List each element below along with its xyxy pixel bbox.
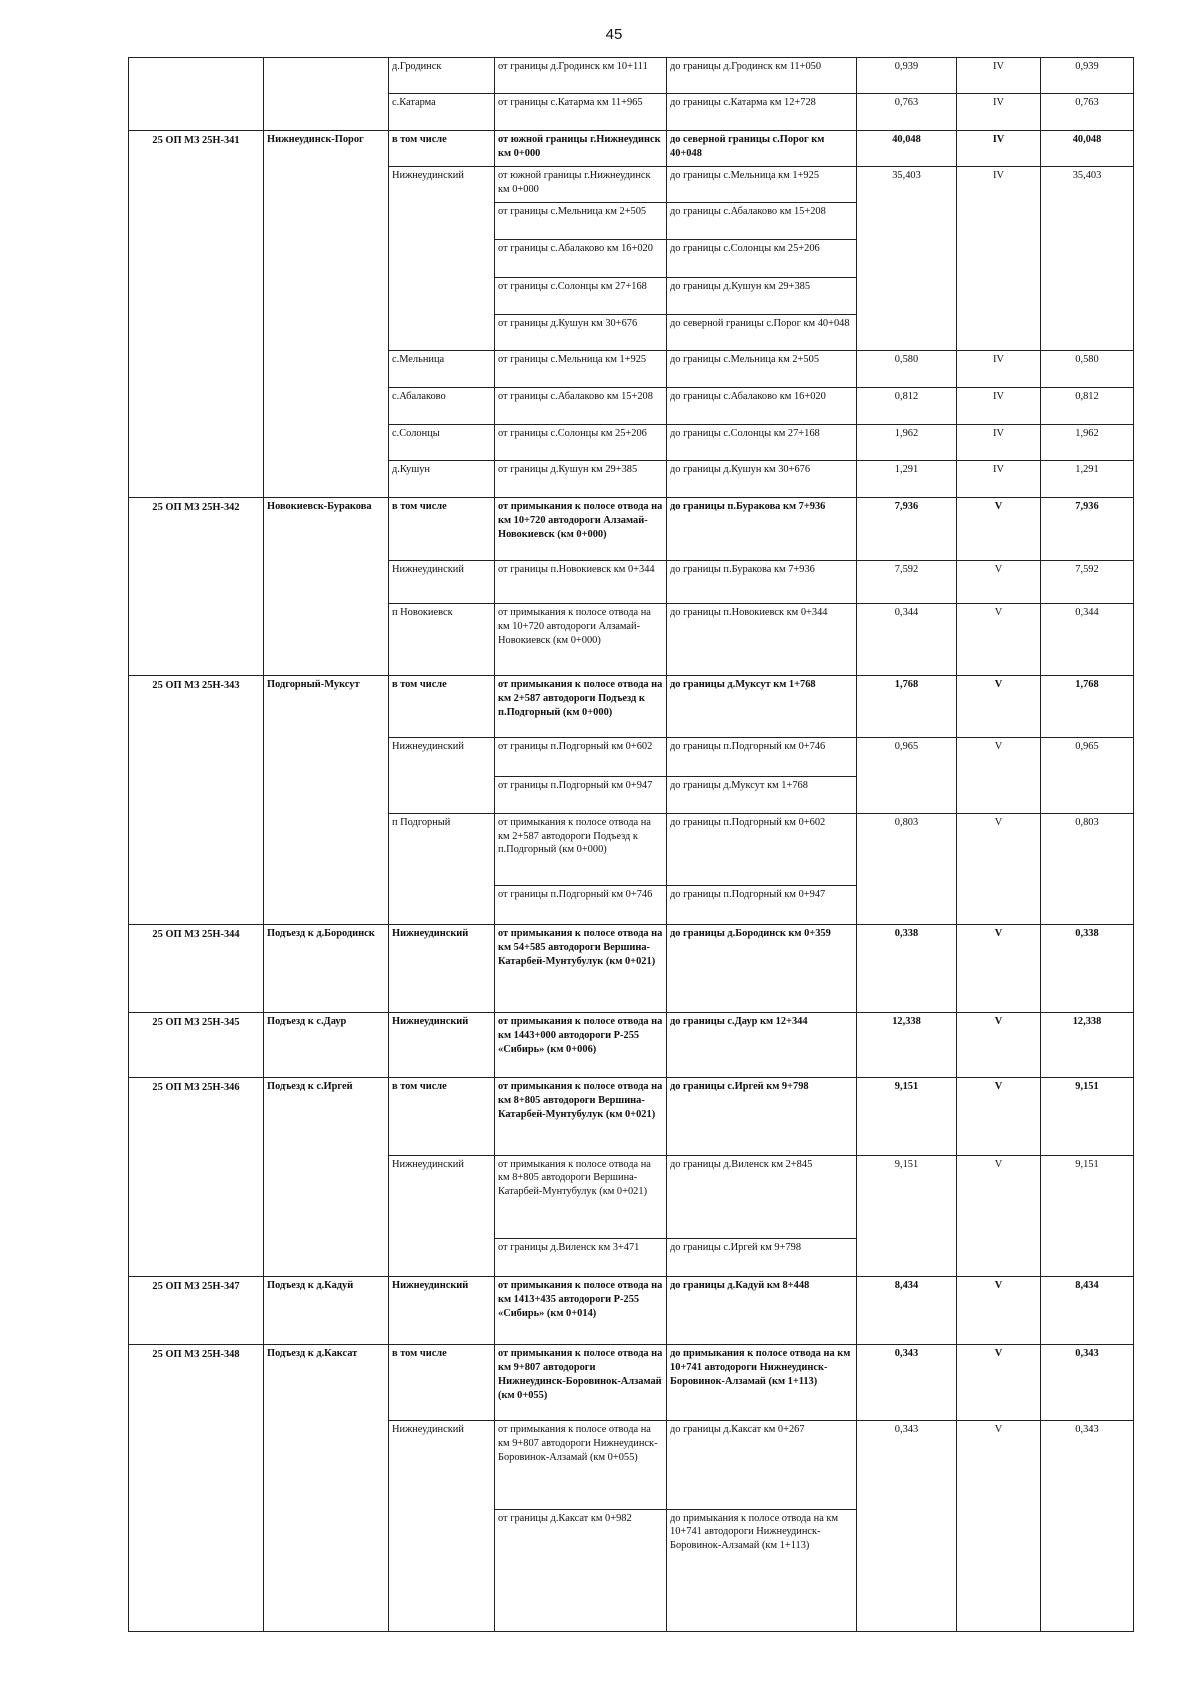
cell-code: 25 ОП МЗ 25Н-341 bbox=[129, 131, 264, 498]
cell-category: IV bbox=[957, 167, 1041, 350]
cell-from: от примыкания к полосе отвода на км 9+807 автодороги Нижнеудинск-Боровинок-Алзамай (км 0+055) bbox=[495, 1345, 667, 1421]
cell-category: IV bbox=[957, 58, 1041, 94]
cell-locality: п Подгорный bbox=[389, 813, 495, 924]
cell-from: от границы с.Катарма км 11+965 bbox=[495, 94, 667, 131]
cell-from: от границы д.Гродинск км 10+111 bbox=[495, 58, 667, 94]
cell-to: до границы с.Катарма км 12+728 bbox=[667, 94, 857, 131]
cell-code: 25 ОП МЗ 25Н-346 bbox=[129, 1078, 264, 1276]
cell-to: до границы д.Муксут км 1+768 bbox=[667, 776, 857, 813]
cell-category: V bbox=[957, 1078, 1041, 1155]
cell-from: от границы д.Кушун км 29+385 bbox=[495, 460, 667, 497]
cell-from: от примыкания к полосе отвода на км 1413+435 автодороги Р-255 «Сибирь» (км 0+014) bbox=[495, 1276, 667, 1344]
cell-from: от границы с.Солонцы км 25+206 bbox=[495, 424, 667, 460]
cell-to: до границы д.Муксут км 1+768 bbox=[667, 676, 857, 737]
cell-locality: д.Гродинск bbox=[389, 58, 495, 94]
cell-code: 25 ОП МЗ 25Н-345 bbox=[129, 1013, 264, 1078]
cell-from: от южной границы г.Нижнеудинск км 0+000 bbox=[495, 131, 667, 167]
cell-locality: с.Абалаково bbox=[389, 387, 495, 424]
cell-length: 7,936 bbox=[1041, 498, 1134, 561]
cell-length: 0,763 bbox=[1041, 94, 1134, 131]
cell-length: 0,965 bbox=[1041, 737, 1134, 813]
cell-code: 25 ОП МЗ 25Н-344 bbox=[129, 925, 264, 1013]
cell-to: до границы п.Буракова км 7+936 bbox=[667, 498, 857, 561]
cell-locality: Нижнеудинский bbox=[389, 737, 495, 813]
cell-category: IV bbox=[957, 350, 1041, 387]
cell-to: до границы с.Иргей км 9+798 bbox=[667, 1238, 857, 1276]
cell-total: 0,965 bbox=[857, 737, 957, 813]
table-row bbox=[129, 498, 1134, 561]
cell-to: до границы с.Иргей км 9+798 bbox=[667, 1078, 857, 1155]
cell-from: от примыкания к полосе отвода на км 10+720 автодороги Алзамай-Новокиевск (км 0+000) bbox=[495, 604, 667, 676]
cell-total: 0,580 bbox=[857, 350, 957, 387]
cell-code: 25 ОП МЗ 25Н-348 bbox=[129, 1345, 264, 1632]
cell-category: V bbox=[957, 1276, 1041, 1344]
cell-total: 0,343 bbox=[857, 1345, 957, 1421]
cell-to: до границы д.Виленск км 2+845 bbox=[667, 1155, 857, 1238]
cell-to: до северной границы с.Порог км 40+048 bbox=[667, 314, 857, 350]
cell-total: 0,343 bbox=[857, 1421, 957, 1632]
cell-from: от примыкания к полосе отвода на км 8+805 автодороги Вершина-Катарбей-Мунтубулук (км 0+021) bbox=[495, 1078, 667, 1155]
cell-from: от границы с.Абалаково км 16+020 bbox=[495, 240, 667, 277]
cell-to: до границы п.Подгорный км 0+746 bbox=[667, 737, 857, 776]
cell-code: 25 ОП МЗ 25Н-342 bbox=[129, 498, 264, 676]
cell-length: 1,962 bbox=[1041, 424, 1134, 460]
cell-locality: в том числе bbox=[389, 676, 495, 737]
cell-to: до границы д.Бородинск км 0+359 bbox=[667, 925, 857, 1013]
cell-from: от границы п.Новокиевск км 0+344 bbox=[495, 561, 667, 604]
cell-to: до границы д.Каксат км 0+267 bbox=[667, 1421, 857, 1509]
cell-from: от примыкания к полосе отвода на км 9+807 автодороги Нижнеудинск-Боровинок-Алзамай (км 0+055) bbox=[495, 1421, 667, 1509]
cell-category: V bbox=[957, 604, 1041, 676]
cell-name: Подъезд к с.Иргей bbox=[264, 1078, 389, 1276]
cell-to: до границы д.Кадуй км 8+448 bbox=[667, 1276, 857, 1344]
cell-from: от границы д.Виленск км 3+471 bbox=[495, 1238, 667, 1276]
cell-from: от границы д.Кушун км 30+676 bbox=[495, 314, 667, 350]
cell-total: 0,344 bbox=[857, 604, 957, 676]
cell-total: 0,338 bbox=[857, 925, 957, 1013]
cell-locality: Нижнеудинский bbox=[389, 167, 495, 350]
cell-from: от примыкания к полосе отвода на км 8+805 автодороги Вершина-Катарбей-Мунтубулук (км 0+021) bbox=[495, 1155, 667, 1238]
cell-locality: в том числе bbox=[389, 1078, 495, 1155]
cell-category: V bbox=[957, 1345, 1041, 1421]
cell-to: до границы с.Абалаково км 15+208 bbox=[667, 203, 857, 240]
cell-category: V bbox=[957, 1155, 1041, 1276]
cell-total: 0,763 bbox=[857, 94, 957, 131]
cell-name: Нижнеудинск-Порог bbox=[264, 131, 389, 498]
cell-category: IV bbox=[957, 387, 1041, 424]
cell-from: от границы п.Подгорный км 0+746 bbox=[495, 885, 667, 924]
cell-to: до границы п.Подгорный км 0+947 bbox=[667, 885, 857, 924]
cell-locality: п Новокиевск bbox=[389, 604, 495, 676]
cell-total: 7,936 bbox=[857, 498, 957, 561]
cell-to: до границы с.Мельница км 2+505 bbox=[667, 350, 857, 387]
cell-category: V bbox=[957, 925, 1041, 1013]
cell-name: Подъезд к д.Кадуй bbox=[264, 1276, 389, 1344]
cell-from: от примыкания к полосе отвода на км 10+720 автодороги Алзамай-Новокиевск (км 0+000) bbox=[495, 498, 667, 561]
cell-locality: Нижнеудинский bbox=[389, 1421, 495, 1632]
cell-locality: Нижнеудинский bbox=[389, 1013, 495, 1078]
roads-table bbox=[128, 57, 1134, 1632]
cell-locality: в том числе bbox=[389, 1345, 495, 1421]
cell-length: 0,580 bbox=[1041, 350, 1134, 387]
cell-from: от границы п.Подгорный км 0+602 bbox=[495, 737, 667, 776]
table-row bbox=[129, 1013, 1134, 1078]
cell-total: 9,151 bbox=[857, 1078, 957, 1155]
cell-to: до границы д.Кушун км 29+385 bbox=[667, 277, 857, 314]
page-number: 45 bbox=[605, 26, 623, 43]
cell-category: IV bbox=[957, 460, 1041, 497]
cell-category: V bbox=[957, 1013, 1041, 1078]
table-row bbox=[129, 1276, 1134, 1344]
cell-length: 40,048 bbox=[1041, 131, 1134, 167]
cell-length: 0,812 bbox=[1041, 387, 1134, 424]
cell-locality: д.Кушун bbox=[389, 460, 495, 497]
cell-to: до границы д.Кушун км 30+676 bbox=[667, 460, 857, 497]
cell-length: 9,151 bbox=[1041, 1078, 1134, 1155]
cell-locality: с.Мельница bbox=[389, 350, 495, 387]
cell-to: до границы п.Подгорный км 0+602 bbox=[667, 813, 857, 885]
cell-category: IV bbox=[957, 94, 1041, 131]
table-row bbox=[129, 676, 1134, 737]
cell-length: 1,291 bbox=[1041, 460, 1134, 497]
cell-category: V bbox=[957, 813, 1041, 924]
cell-to: до границы п.Новокиевск км 0+344 bbox=[667, 604, 857, 676]
cell-to: до границы с.Солонцы км 27+168 bbox=[667, 424, 857, 460]
cell-length: 0,344 bbox=[1041, 604, 1134, 676]
cell-total: 0,812 bbox=[857, 387, 957, 424]
cell-from: от границы с.Мельница км 1+925 bbox=[495, 350, 667, 387]
cell-from: от границы д.Каксат км 0+982 bbox=[495, 1509, 667, 1631]
cell-from: от границы с.Солонцы км 27+168 bbox=[495, 277, 667, 314]
cell-total: 35,403 bbox=[857, 167, 957, 350]
cell-from: от примыкания к полосе отвода на км 2+587 автодороги Подъезд к п.Подгорный (км 0+000) bbox=[495, 813, 667, 885]
cell-total: 12,338 bbox=[857, 1013, 957, 1078]
table-row bbox=[129, 925, 1134, 1013]
cell-total: 1,768 bbox=[857, 676, 957, 737]
cell-locality: Нижнеудинский bbox=[389, 1155, 495, 1276]
cell-length: 0,939 bbox=[1041, 58, 1134, 94]
cell-length: 35,403 bbox=[1041, 167, 1134, 350]
cell-locality: с.Солонцы bbox=[389, 424, 495, 460]
cell-to: до северной границы с.Порог км 40+048 bbox=[667, 131, 857, 167]
cell-to: до примыкания к полосе отвода на км 10+741 автодороги Нижнеудинск-Боровинок-Алзамай (км 1+113) bbox=[667, 1345, 857, 1421]
cell-total: 9,151 bbox=[857, 1155, 957, 1276]
cell-name: Новокиевск-Буракова bbox=[264, 498, 389, 676]
cell-total: 1,962 bbox=[857, 424, 957, 460]
cell-total: 40,048 bbox=[857, 131, 957, 167]
cell-from: от южной границы г.Нижнеудинск км 0+000 bbox=[495, 167, 667, 203]
cell-category: V bbox=[957, 561, 1041, 604]
cell-total: 7,592 bbox=[857, 561, 957, 604]
cell-length: 1,768 bbox=[1041, 676, 1134, 737]
cell-category: V bbox=[957, 1421, 1041, 1632]
cell-category: IV bbox=[957, 131, 1041, 167]
cell-from: от границы с.Мельница км 2+505 bbox=[495, 203, 667, 240]
cell-locality: в том числе bbox=[389, 131, 495, 167]
cell-to: до границы д.Гродинск км 11+050 bbox=[667, 58, 857, 94]
cell-to: до границы с.Абалаково км 16+020 bbox=[667, 387, 857, 424]
table-row bbox=[129, 1345, 1134, 1421]
cell-category: V bbox=[957, 498, 1041, 561]
table-row bbox=[129, 58, 1134, 94]
table-row bbox=[129, 1078, 1134, 1155]
cell-locality: Нижнеудинский bbox=[389, 925, 495, 1013]
cell-category: IV bbox=[957, 424, 1041, 460]
cell-length: 12,338 bbox=[1041, 1013, 1134, 1078]
cell-length: 0,343 bbox=[1041, 1421, 1134, 1632]
cell-from: от примыкания к полосе отвода на км 54+585 автодороги Вершина-Катарбей-Мунтубулук (км 0+021) bbox=[495, 925, 667, 1013]
cell-length: 8,434 bbox=[1041, 1276, 1134, 1344]
cell-code: 25 ОП МЗ 25Н-343 bbox=[129, 676, 264, 925]
cell-locality: Нижнеудинский bbox=[389, 1276, 495, 1344]
cell-length: 7,592 bbox=[1041, 561, 1134, 604]
cell-locality: с.Катарма bbox=[389, 94, 495, 131]
cell-name: Подъезд к д.Бородинск bbox=[264, 925, 389, 1013]
cell-name: Подъезд к д.Каксат bbox=[264, 1345, 389, 1632]
cell-from: от границы с.Абалаково км 15+208 bbox=[495, 387, 667, 424]
cell-to: до границы п.Буракова км 7+936 bbox=[667, 561, 857, 604]
cell-total: 1,291 bbox=[857, 460, 957, 497]
cell-category: V bbox=[957, 737, 1041, 813]
cell-category: V bbox=[957, 676, 1041, 737]
cell-to: до границы с.Мельница км 1+925 bbox=[667, 167, 857, 203]
cell-code: 25 ОП МЗ 25Н-347 bbox=[129, 1276, 264, 1344]
cell-from: от примыкания к полосе отвода на км 1443+000 автодороги Р-255 «Сибирь» (км 0+006) bbox=[495, 1013, 667, 1078]
cell-name: Подгорный-Муксут bbox=[264, 676, 389, 925]
cell-code bbox=[129, 58, 264, 131]
cell-name: Подъезд к с.Даур bbox=[264, 1013, 389, 1078]
cell-to: до границы с.Даур км 12+344 bbox=[667, 1013, 857, 1078]
cell-length: 0,343 bbox=[1041, 1345, 1134, 1421]
cell-from: от границы п.Подгорный км 0+947 bbox=[495, 776, 667, 813]
cell-total: 0,939 bbox=[857, 58, 957, 94]
table-row bbox=[129, 131, 1134, 167]
cell-locality: в том числе bbox=[389, 498, 495, 561]
cell-total: 0,803 bbox=[857, 813, 957, 924]
cell-length: 9,151 bbox=[1041, 1155, 1134, 1276]
cell-total: 8,434 bbox=[857, 1276, 957, 1344]
cell-locality: Нижнеудинский bbox=[389, 561, 495, 604]
cell-length: 0,803 bbox=[1041, 813, 1134, 924]
cell-to: до границы с.Солонцы км 25+206 bbox=[667, 240, 857, 277]
cell-length: 0,338 bbox=[1041, 925, 1134, 1013]
cell-name bbox=[264, 58, 389, 131]
cell-to: до примыкания к полосе отвода на км 10+741 автодороги Нижнеудинск-Боровинок-Алзамай (км 1+113) bbox=[667, 1509, 857, 1631]
cell-from: от примыкания к полосе отвода на км 2+587 автодороги Подъезд к п.Подгорный (км 0+000) bbox=[495, 676, 667, 737]
